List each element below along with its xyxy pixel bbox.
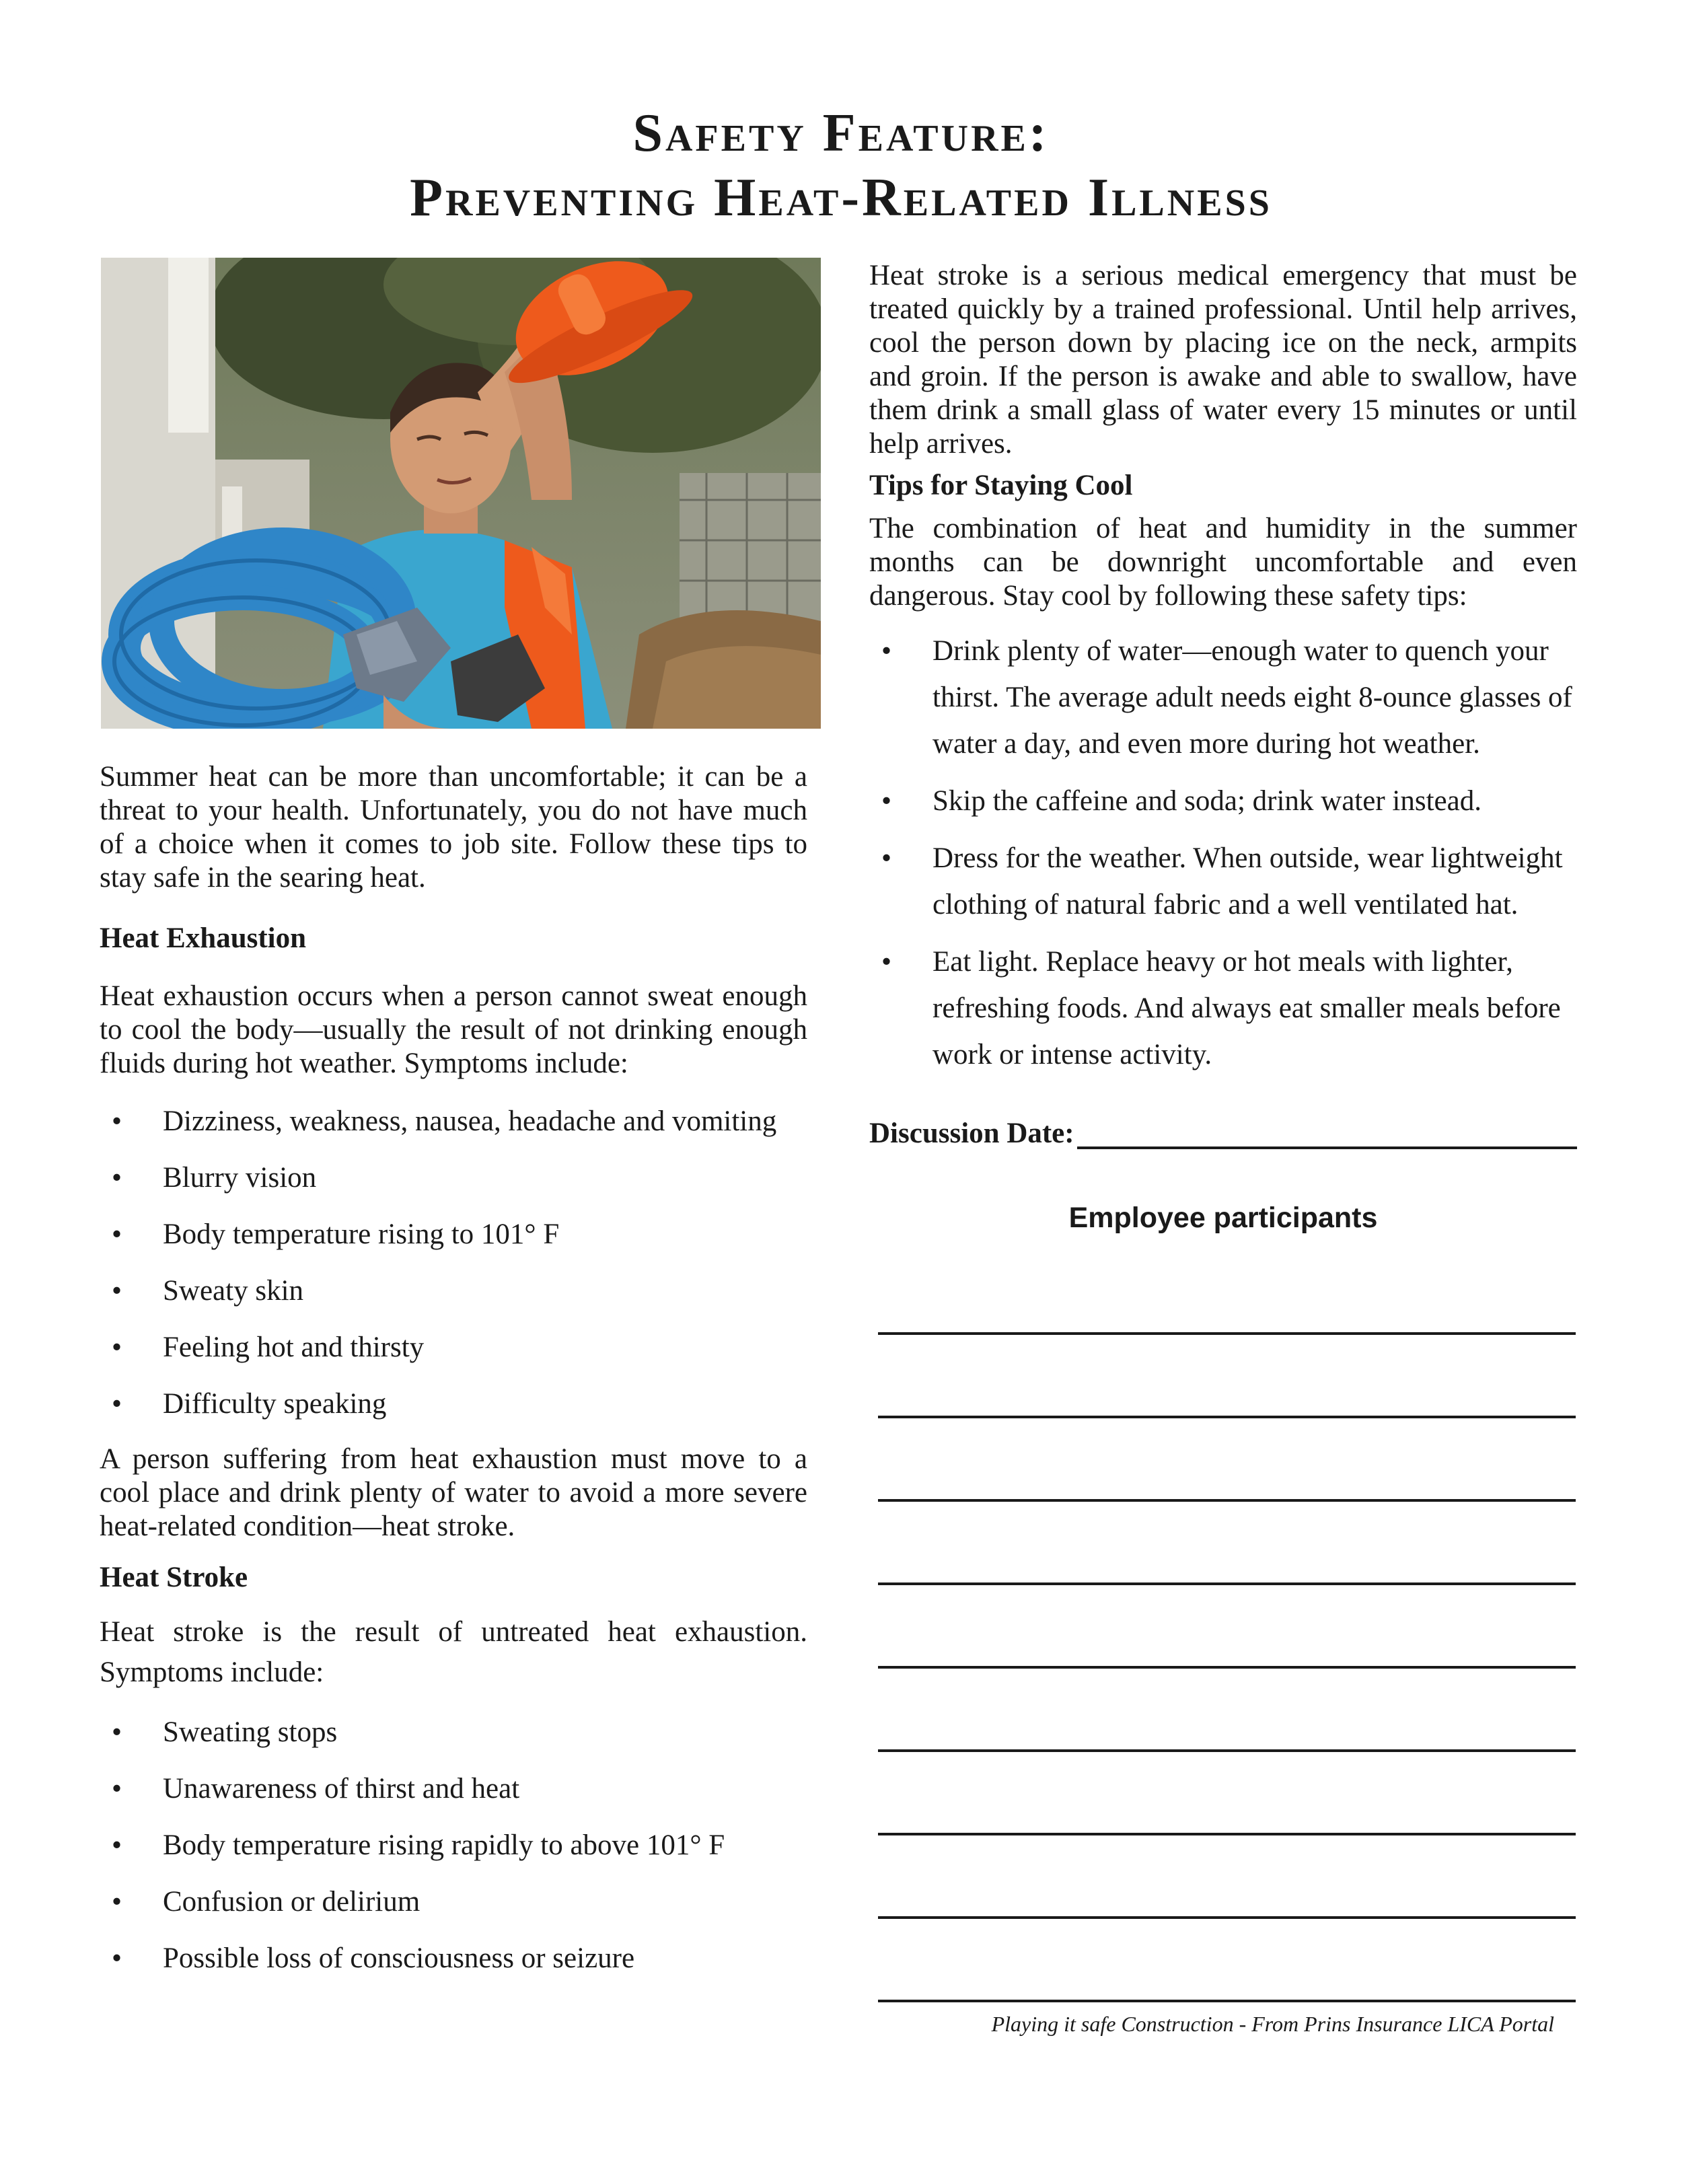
list-item (869, 939, 1577, 1078)
list-item-text: Confusion or delirium (163, 1886, 420, 1918)
bullet-icon: • (112, 1886, 122, 1918)
heat-exhaustion-heading: Heat Exhaustion (100, 922, 307, 954)
heat-stroke-heading: Heat Stroke (100, 1562, 248, 1593)
list-item-text: Eat light. Replace heavy or hot meals with lighter, refreshing foods. And always eat smaller meals before work or intense activity. (933, 946, 1561, 1070)
heat-exhaustion-after: A person suffering from heat exhaustion must move to a cool place and drink plenty of water to avoid a more severe heat-related condition—heat stroke. (100, 1443, 807, 1542)
participants-heading: Employee participants (1068, 1202, 1378, 1234)
heat-stroke-emergency: Heat stroke is a serious medical emergency that must be treated quickly by a trained professional. Until help arrives, cool the person down by placing ice on the neck, armpits and groin. If the person is awake and able to swallow, have them drink a small glass of water every 15 minutes or until help arrives. (869, 260, 1577, 460)
bullet-icon: • (112, 1332, 122, 1363)
bullet-icon: • (112, 1773, 122, 1805)
participant-signature-line[interactable] (878, 1749, 1576, 1752)
discussion-date-label: Discussion Date: (869, 1118, 1074, 1149)
title-line-2: Preventing Heat-Related Illness (410, 168, 1272, 227)
list-item-text: Body temperature rising to 101° F (163, 1218, 560, 1250)
discussion-date-field[interactable] (869, 1117, 1577, 1151)
bullet-icon: • (112, 1105, 122, 1137)
list-item (100, 1829, 807, 1862)
participant-signature-line[interactable] (878, 1916, 1576, 1919)
tips-text: The combination of heat and humidity in the summer months can be downright uncomfortable and even dangerous. Stay cool by following these safety tips: (869, 513, 1577, 612)
discussion-date-line[interactable] (1077, 1117, 1577, 1149)
list-item-text: Dress for the weather. When outside, wear lightweight clothing of natural fabric and a well ventilated hat. (933, 842, 1563, 920)
heat-stroke-text: Heat stroke is the result of untreated heat exhaustion. Symptoms include: (100, 1616, 807, 1688)
list-item (869, 628, 1577, 767)
participant-signature-line[interactable] (878, 1499, 1576, 1502)
list-item (100, 1772, 807, 1806)
list-item-text: Sweaty skin (163, 1275, 304, 1307)
list-item-text: Skip the caffeine and soda; drink water instead. (933, 785, 1482, 817)
participant-signature-line[interactable] (878, 1582, 1576, 1585)
list-item (100, 1105, 807, 1138)
heat-stroke-symptoms (100, 1716, 807, 1975)
list-item-text: Possible loss of consciousness or seizure (163, 1942, 635, 1974)
list-item (100, 1387, 807, 1421)
participant-signature-line[interactable] (878, 1332, 1576, 1335)
tips-list (869, 628, 1577, 1078)
worker-photo-illustration (101, 258, 821, 729)
bullet-icon: • (112, 1716, 122, 1748)
participant-signature-line[interactable] (878, 1833, 1576, 1835)
heat-exhaustion-text: Heat exhaustion occurs when a person cannot sweat enough to cool the body—usually the result of not drinking enough fluids during hot weather. Symptoms include: (100, 980, 807, 1079)
bullet-icon: • (112, 1162, 122, 1194)
title-line-1: Safety Feature: (632, 104, 1050, 163)
bullet-icon: • (112, 1388, 122, 1420)
list-item (100, 1885, 807, 1919)
bullet-icon: • (881, 785, 892, 817)
participant-signature-line[interactable] (878, 1416, 1576, 1418)
list-item-text: Blurry vision (163, 1162, 317, 1194)
footer-credit: Playing it safe Construction - From Prins Insurance LICA Portal (991, 2012, 1554, 2036)
list-item-text: Feeling hot and thirsty (163, 1332, 425, 1363)
intro-paragraph: Summer heat can be more than uncomfortable; it can be a threat to your health. Unfortunately, you do not have much of a choice when it comes to job site. Follow these tips to stay safe in the searing heat. (100, 761, 807, 894)
list-item (869, 778, 1577, 824)
left-column (100, 760, 807, 1998)
list-item (100, 1274, 807, 1308)
tips-heading: Tips for Staying Cool (869, 470, 1133, 501)
participant-signature-line[interactable] (878, 2000, 1576, 2002)
list-item-text: Unawareness of thirst and heat (163, 1773, 520, 1805)
list-item-text: Difficulty speaking (163, 1388, 387, 1420)
list-item (100, 1161, 807, 1195)
bullet-icon: • (881, 635, 892, 667)
list-item-text: Dizziness, weakness, nausea, headache and vomiting (163, 1105, 777, 1137)
bullet-icon: • (881, 946, 892, 978)
page-title (0, 101, 1682, 230)
bullet-icon: • (881, 842, 892, 874)
list-item (100, 1218, 807, 1251)
participant-signature-line[interactable] (878, 1666, 1576, 1669)
bullet-icon: • (112, 1829, 122, 1861)
list-item (869, 835, 1577, 928)
heat-exhaustion-symptoms (100, 1105, 807, 1421)
list-item-text: Drink plenty of water—enough water to quench your thirst. The average adult needs eight 8-ounce glasses of water a day, and even more during hot weather. (933, 635, 1572, 760)
worker-photo (101, 258, 821, 729)
list-item (100, 1331, 807, 1364)
bullet-icon: • (112, 1942, 122, 1974)
bullet-icon: • (112, 1275, 122, 1307)
list-item (100, 1942, 807, 1975)
bullet-icon: • (112, 1218, 122, 1250)
list-item-text: Sweating stops (163, 1716, 338, 1748)
list-item (100, 1716, 807, 1749)
list-item-text: Body temperature rising rapidly to above 101° F (163, 1829, 725, 1861)
right-column (869, 259, 1577, 1089)
